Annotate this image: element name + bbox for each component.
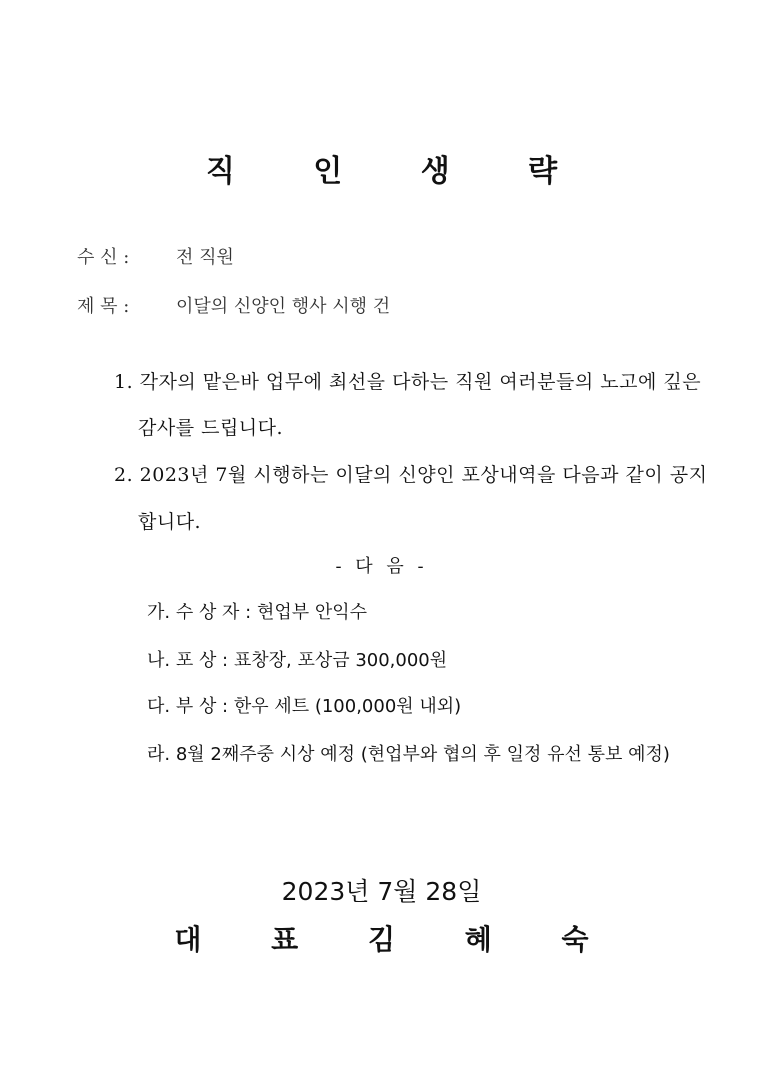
following-heading: - 다 음 - bbox=[335, 556, 428, 577]
document-date: 2023년 7월 28일 bbox=[281, 877, 482, 906]
recipient-label: 수 신 : bbox=[77, 247, 130, 268]
list-item-ceremony-schedule: 라. 8월 2째주중 시상 예정 (현업부와 협의 후 일정 유선 통보 예정) bbox=[147, 744, 670, 765]
signer-name: 대 표 김 혜 숙 bbox=[174, 923, 619, 956]
list-item-award-recipient: 가. 수 상 자 : 현업부 안익수 bbox=[147, 602, 367, 623]
list-item-award: 나. 포 상 : 표창장, 포상금 300,000원 bbox=[147, 650, 448, 671]
document-title: 직 인 생 략 bbox=[205, 154, 592, 189]
paragraph-2-line-1: 2. 2023년 7월 시행하는 이달의 신양인 포상내역을 다음과 같이 공지 bbox=[114, 464, 708, 486]
paragraph-1-line-1: 1. 각자의 맡은바 업무에 최선을 다하는 직원 여러분들의 노고에 깊은 bbox=[114, 371, 702, 393]
subject-value: 이달의 신양인 행사 시행 건 bbox=[176, 296, 391, 317]
paragraph-1-line-2: 감사를 드립니다. bbox=[138, 417, 284, 439]
recipient-value: 전 직원 bbox=[176, 247, 234, 268]
list-item-bonus-prize: 다. 부 상 : 한우 세트 (100,000원 내외) bbox=[147, 696, 462, 717]
subject-label: 제 목 : bbox=[77, 296, 130, 317]
paragraph-2-line-2: 합니다. bbox=[138, 511, 202, 533]
